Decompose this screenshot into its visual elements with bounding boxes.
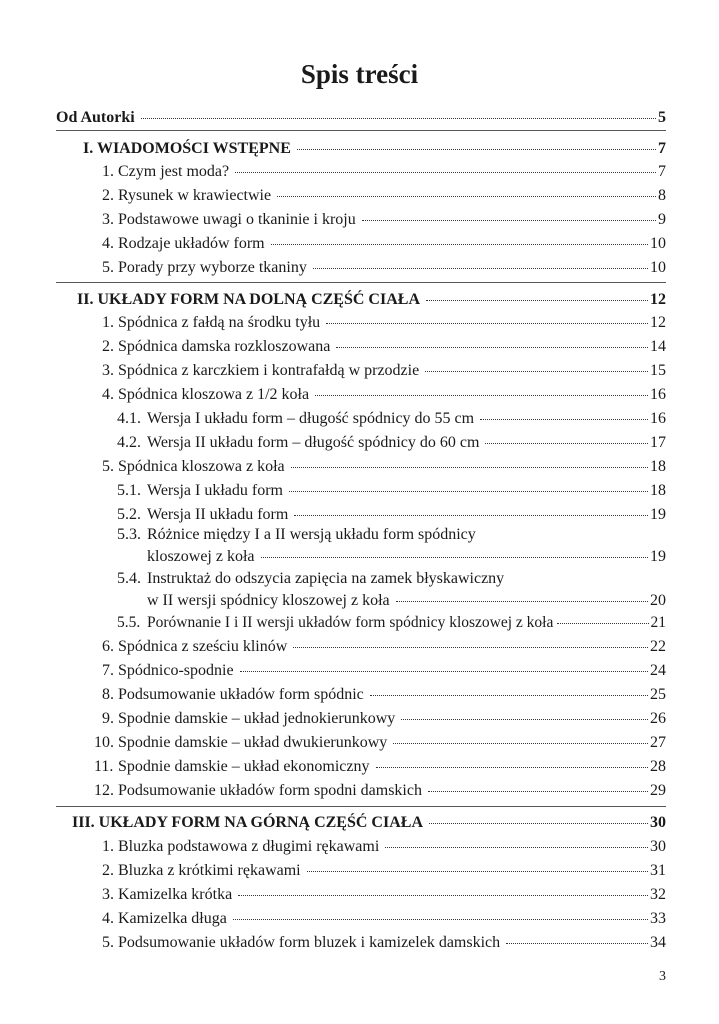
- toc-number: 1.: [102, 838, 114, 855]
- toc-label: Spódnica z fałdą na środku tyłu: [118, 314, 321, 331]
- toc-number: 1.: [102, 314, 114, 331]
- dot-leader: [429, 823, 648, 824]
- toc-number: 3.: [102, 362, 114, 379]
- toc-subentry: [117, 612, 666, 637]
- dot-leader: [401, 719, 648, 720]
- dot-leader: [315, 395, 648, 396]
- toc-page: 12: [650, 291, 666, 308]
- toc-entry: [102, 161, 666, 186]
- dot-leader: [557, 623, 648, 624]
- toc-page: 33: [650, 910, 666, 927]
- toc-number: 6.: [102, 638, 114, 655]
- toc-page: 14: [650, 338, 666, 355]
- toc-entry: [102, 360, 666, 385]
- dot-leader: [336, 347, 648, 348]
- toc-page: 19: [650, 548, 666, 565]
- toc-label: Od Autorki: [56, 109, 135, 126]
- toc-number: 4.: [102, 235, 114, 252]
- toc-label: I. WIADOMOŚCI WSTĘPNE: [83, 140, 291, 157]
- dot-leader: [271, 244, 648, 245]
- toc-label: Wersja II układu form: [147, 506, 289, 523]
- page-number: 3: [659, 969, 666, 984]
- toc-number: 5.: [102, 934, 114, 951]
- toc-entry: [94, 732, 666, 757]
- toc-label: Porady przy wyborze tkaniny: [118, 259, 307, 276]
- toc-page: 8: [658, 187, 666, 204]
- toc-entry: [102, 708, 666, 733]
- toc-number: 5.3.: [117, 526, 141, 543]
- toc-page: 15: [650, 362, 666, 379]
- toc-label: Spódnica kloszowa z koła: [118, 458, 285, 475]
- toc-page: 20: [650, 592, 666, 609]
- toc-entry: [102, 636, 666, 661]
- dot-leader: [240, 671, 648, 672]
- toc-label: Rodzaje układów form: [118, 235, 265, 252]
- toc-page: 27: [650, 734, 666, 751]
- toc-entry: [102, 336, 666, 361]
- toc-page: 7: [658, 163, 666, 180]
- toc-number: 4.2.: [117, 434, 141, 451]
- toc-entry: [102, 860, 666, 885]
- dot-leader: [370, 695, 648, 696]
- toc-label: III. UKŁADY FORM NA GÓRNĄ CZĘŚĆ CIAŁA: [72, 814, 423, 831]
- toc-page: 22: [650, 638, 666, 655]
- toc-label: Bluzka podstawowa z długimi rękawami: [118, 838, 380, 855]
- toc-label: Spódnica kloszowa z 1/2 koła: [118, 386, 310, 403]
- dot-leader: [235, 172, 656, 173]
- toc-number: 9.: [102, 710, 114, 727]
- toc-page: 19: [650, 506, 666, 523]
- toc-number: 3.: [102, 211, 114, 228]
- dot-leader: [297, 149, 656, 150]
- dot-leader: [480, 419, 648, 420]
- dot-leader: [393, 743, 648, 744]
- dot-leader: [396, 601, 648, 602]
- toc-number: 2.: [102, 187, 114, 204]
- toc-section-ii: [77, 289, 666, 314]
- dot-leader: [485, 443, 648, 444]
- toc-page: 26: [650, 710, 666, 727]
- dot-leader: [261, 557, 648, 558]
- toc-label: Spodnie damskie – układ jednokierunkowy: [118, 710, 396, 727]
- toc-page: 17: [650, 434, 666, 451]
- dot-leader: [326, 323, 648, 324]
- toc-subentry: [117, 408, 666, 433]
- toc-number: 10.: [94, 734, 114, 751]
- toc-page: 16: [650, 386, 666, 403]
- toc-entry: [94, 756, 666, 781]
- toc-page: 9: [658, 211, 666, 228]
- toc-label-continued: kloszowej z koła: [147, 548, 255, 565]
- toc-number: 2.: [102, 338, 114, 355]
- toc-number: 5.2.: [117, 506, 141, 523]
- toc-entry: [102, 660, 666, 685]
- toc-label: II. UKŁADY FORM NA DOLNĄ CZĘŚĆ CIAŁA: [77, 291, 420, 308]
- toc-label: Spódnica z sześciu klinów: [118, 638, 288, 655]
- section-divider: [56, 282, 666, 283]
- toc-entry: [102, 932, 666, 957]
- toc-section-iii: [72, 812, 666, 837]
- toc-page: 24: [650, 662, 666, 679]
- dot-leader: [426, 300, 648, 301]
- toc-label: Różnice między I a II wersją układu form spódnicy: [147, 526, 476, 543]
- toc-entry: [102, 884, 666, 909]
- toc-number: 4.: [102, 386, 114, 403]
- toc-subentry: [117, 480, 666, 505]
- dot-leader: [294, 515, 648, 516]
- toc-label: Spodnie damskie – układ dwukierunkowy: [118, 734, 388, 751]
- dot-leader: [425, 371, 648, 372]
- dot-leader: [277, 196, 656, 197]
- dot-leader: [506, 943, 648, 944]
- toc-page: 16: [650, 410, 666, 427]
- toc-page: 34: [650, 934, 666, 951]
- toc-number: 5.1.: [117, 482, 141, 499]
- toc-number: 5.4.: [117, 570, 141, 587]
- toc-label: Podsumowanie układów form bluzek i kamizelek damskich: [118, 934, 501, 951]
- toc-label: Spódnica damska rozkloszowana: [118, 338, 331, 355]
- toc-label: Porównanie I i II wersji układów form spódnicy kloszowej z koła: [147, 614, 554, 631]
- dot-leader: [289, 491, 648, 492]
- toc-page: 21: [650, 614, 666, 631]
- toc-entry-foreword: [56, 107, 666, 132]
- dot-leader: [428, 791, 648, 792]
- toc-page: 7: [658, 140, 666, 157]
- toc-page: 31: [650, 862, 666, 879]
- dot-leader: [233, 919, 648, 920]
- toc-label: Podsumowanie układów form spodni damskich: [118, 782, 422, 799]
- toc-label: Instruktaż do odszycia zapięcia na zamek błyskawiczny: [147, 570, 505, 587]
- toc-number: 3.: [102, 886, 114, 903]
- toc-label: Kamizelka długa: [118, 910, 227, 927]
- toc-page: 32: [650, 886, 666, 903]
- toc-entry: [102, 312, 666, 337]
- toc-entry: [102, 384, 666, 409]
- toc-number: 2.: [102, 862, 114, 879]
- section-divider: [56, 130, 666, 131]
- toc-number: 11.: [94, 758, 114, 775]
- toc-page: 30: [650, 838, 666, 855]
- toc-label-continued: w II wersji spódnicy kloszowej z koła: [147, 592, 390, 609]
- toc-number: 4.: [102, 910, 114, 927]
- toc-number: 5.5.: [117, 614, 141, 631]
- toc-number: 1.: [102, 163, 114, 180]
- toc-page: 10: [650, 259, 666, 276]
- toc-page: 12: [650, 314, 666, 331]
- toc-page: 29: [650, 782, 666, 799]
- toc-number: 12.: [94, 782, 114, 799]
- toc-entry: [102, 257, 666, 282]
- toc-label: Czym jest moda?: [118, 163, 230, 180]
- toc-label: Kamizelka krótka: [118, 886, 233, 903]
- section-divider: [56, 806, 666, 807]
- dot-leader: [141, 118, 656, 119]
- toc-label: Spodnie damskie – układ ekonomiczny: [118, 758, 370, 775]
- toc-label: Rysunek w krawiectwie: [118, 187, 272, 204]
- toc-label: Wersja I układu form – długość spódnicy do 55 cm: [147, 410, 475, 427]
- dot-leader: [385, 847, 648, 848]
- toc-number: 7.: [102, 662, 114, 679]
- toc-number: 4.1.: [117, 410, 141, 427]
- dot-leader: [313, 268, 648, 269]
- dot-leader: [238, 895, 648, 896]
- toc-subentry-first-line: [117, 524, 476, 546]
- page-title: Spis treści: [300, 59, 419, 89]
- toc-page: 30: [650, 814, 666, 831]
- toc-label: Spódnica z karczkiem i kontrafałdą w przodzie: [118, 362, 420, 379]
- toc-entry: [102, 456, 666, 481]
- toc-page: 25: [650, 686, 666, 703]
- toc-number: 5.: [102, 259, 114, 276]
- toc-section-i: [83, 138, 666, 163]
- toc-entry: [102, 684, 666, 709]
- toc-page: 5: [658, 109, 666, 126]
- toc-label: Spódnico-spodnie: [118, 662, 234, 679]
- toc-page: 28: [650, 758, 666, 775]
- dot-leader: [362, 220, 656, 221]
- toc-page: 18: [650, 482, 666, 499]
- toc-label: Podstawowe uwagi o tkaninie i kroju: [118, 211, 356, 228]
- toc-label: Wersja II układu form – długość spódnicy do 60 cm: [147, 434, 480, 451]
- toc-label: Bluzka z krótkimi rękawami: [118, 862, 301, 879]
- toc-label: Wersja I układu form: [147, 482, 283, 499]
- toc-subentry: [117, 432, 666, 457]
- dot-leader: [307, 871, 648, 872]
- toc-entry: [94, 780, 666, 805]
- toc-label: Podsumowanie układów form spódnic: [118, 686, 364, 703]
- toc-subentry-first-line: [117, 568, 504, 590]
- toc-page: 18: [650, 458, 666, 475]
- toc-entry: [102, 233, 666, 258]
- toc-entry: [102, 908, 666, 933]
- toc-entry: [102, 209, 666, 234]
- toc-entry: [102, 185, 666, 210]
- toc-entry: [102, 836, 666, 861]
- dot-leader: [291, 467, 648, 468]
- toc-number: 5.: [102, 458, 114, 475]
- dot-leader: [376, 767, 648, 768]
- dot-leader: [293, 647, 648, 648]
- toc-page: 10: [650, 235, 666, 252]
- toc-number: 8.: [102, 686, 114, 703]
